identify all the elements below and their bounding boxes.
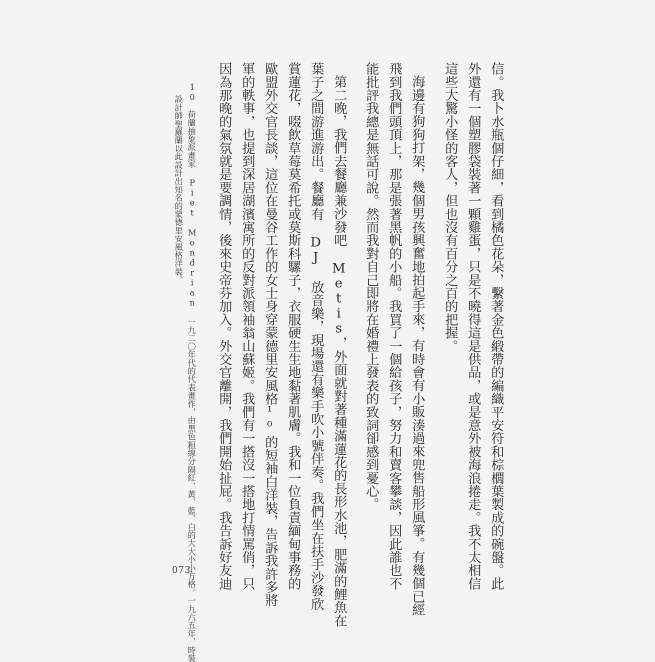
body-text-column: 軍的軼事，也提到深居湖濱寓所的反對派領袖翁山蘇姬。我們有一搭沒一搭地打情罵俏，只 — [239, 62, 255, 590]
body-text-column: 第二晚，我們去餐廳兼沙發吧 Metis，外面就對著種滿蓮花的長形水池，肥滿的鯉魚在 — [331, 75, 347, 627]
page-number: 073 — [172, 566, 191, 576]
body-text-column: 因為那晚的氣氛就是要調情，後來史帝芬加入。外交官離開，我們開始扯屁。我告訴好友迪 — [216, 62, 232, 590]
body-text-column: 信。我卜水瓶個仔細，看到橘色花朵，繫著金色緞帶的編織平安符和棕櫚葉製成的碗盤。此 — [488, 62, 504, 590]
body-text-column: 歐盟外交官長談，這位在曼谷工作的女士身穿蒙德里安風格¹⁰的短袖白洋裝，告訴我許多將 — [262, 62, 278, 607]
body-text-column: 能批評我總是無話可說。然而我對自己即將在婚禮上發表的致詞卻感到憂心。 — [363, 62, 379, 511]
body-text-column: 飛到我們頭頂上，那是張著黑帆的小船。我買了一個給孩子，努力和賣客攀談，因此誰也不 — [386, 62, 402, 590]
body-text-column: 外還有一個塑膠袋裝著一顆雞蛋，只是不曉得這是供品，或是意外被海浪捲走。我不太相信 — [465, 62, 481, 590]
body-text-column: 賞蓮花，啜飲草莓莫希托或莫斯科騾子，衣服硬生生地黏著肌膚。我和一位負責緬甸事務的 — [285, 62, 301, 590]
body-text-column: 海邊有狗狗打架，幾個男孩興奮地拍起手來，有時會有小販湊過來兜售船形風箏。有幾個已經 — [409, 75, 425, 617]
footnote-column: 10 荷蘭抽象派畫家 Piet Mondrian 一九二〇年代的代表畫作，由黑色粗線分隔紅、黃、藍、白的大大小小方格。一九六五年，時裝 — [187, 82, 198, 662]
body-text-column: 這些大驚小怪的客人，但也沒有百分之百的把握。 — [442, 62, 458, 353]
footnote-column: 設計師聖羅蘭以此設計出知名的蒙德里安風格洋裝。 — [174, 95, 185, 284]
body-text-column: 葉子之間游進游出。餐廳有 DJ 放音樂，現場還有樂手吹小號伴奏。我們坐在扶手沙發欣 — [308, 62, 324, 611]
